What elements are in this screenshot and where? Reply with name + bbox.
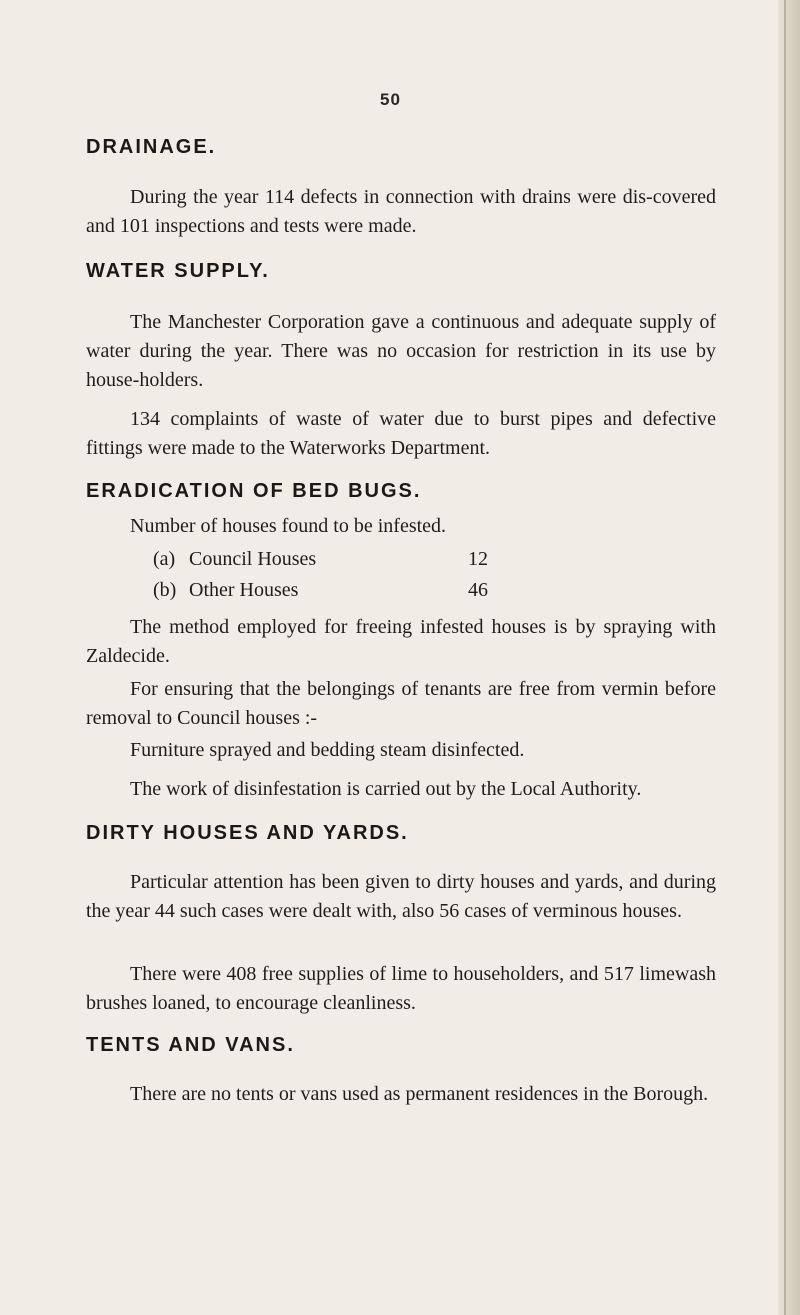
water-supply-heading: WATER SUPPLY. — [86, 260, 270, 282]
bed-bugs-method-paragraph: The method employed for freeing infested houses is by spraying with Zaldecide. — [86, 616, 716, 667]
row-label: (b) — [153, 579, 177, 601]
water-supply-paragraph-1: The Manchester Corporation gave a continuous and adequate supply of water during the year. There was no occasion for restriction in its use by house-holders. — [86, 311, 716, 391]
infested-row-other-houses — [153, 579, 488, 605]
row-label: (a) — [153, 548, 176, 570]
tents-vans-paragraph: There are no tents or vans used as permanent residences in the Borough. — [130, 1083, 709, 1105]
row-description: Council Houses — [189, 548, 317, 570]
drainage-paragraph: During the year 114 defects in connection with drains were dis-covered and 101 inspections and tests were made. — [86, 186, 716, 237]
page-edge-line — [784, 0, 786, 1315]
page-number: 50 — [380, 90, 401, 109]
row-value: 12 — [468, 548, 488, 570]
bed-bugs-heading: ERADICATION OF BED BUGS. — [86, 480, 422, 502]
water-supply-paragraph-2: 134 complaints of waste of water due to burst pipes and defective fittings were made to the Waterworks Department. — [86, 408, 716, 459]
page-edge — [778, 0, 800, 1315]
row-value: 46 — [468, 579, 488, 601]
dirty-houses-paragraph-2: There were 408 free supplies of lime to householders, and 517 limewash brushes loaned, to encourage cleanliness. — [86, 963, 716, 1014]
infested-row-council-houses — [153, 548, 488, 574]
tents-vans-heading: TENTS AND VANS. — [86, 1034, 295, 1056]
dirty-houses-paragraph-1: Particular attention has been given to dirty houses and yards, and during the year 44 such cases were dealt with, also 56 cases of verminous houses. — [86, 871, 716, 922]
bed-bugs-belongings-paragraph: For ensuring that the belongings of tenants are free from vermin before removal to Council houses :- — [86, 678, 716, 729]
drainage-heading: DRAINAGE. — [86, 136, 217, 158]
bed-bugs-indented-note: Furniture sprayed and bedding steam disinfected. — [130, 739, 525, 761]
row-description: Other Houses — [189, 579, 299, 601]
bed-bugs-intro: Number of houses found to be infested. — [130, 515, 447, 537]
bed-bugs-authority-note: The work of disinfestation is carried out by the Local Authority. — [130, 778, 642, 800]
dirty-houses-heading: DIRTY HOUSES AND YARDS. — [86, 822, 409, 844]
